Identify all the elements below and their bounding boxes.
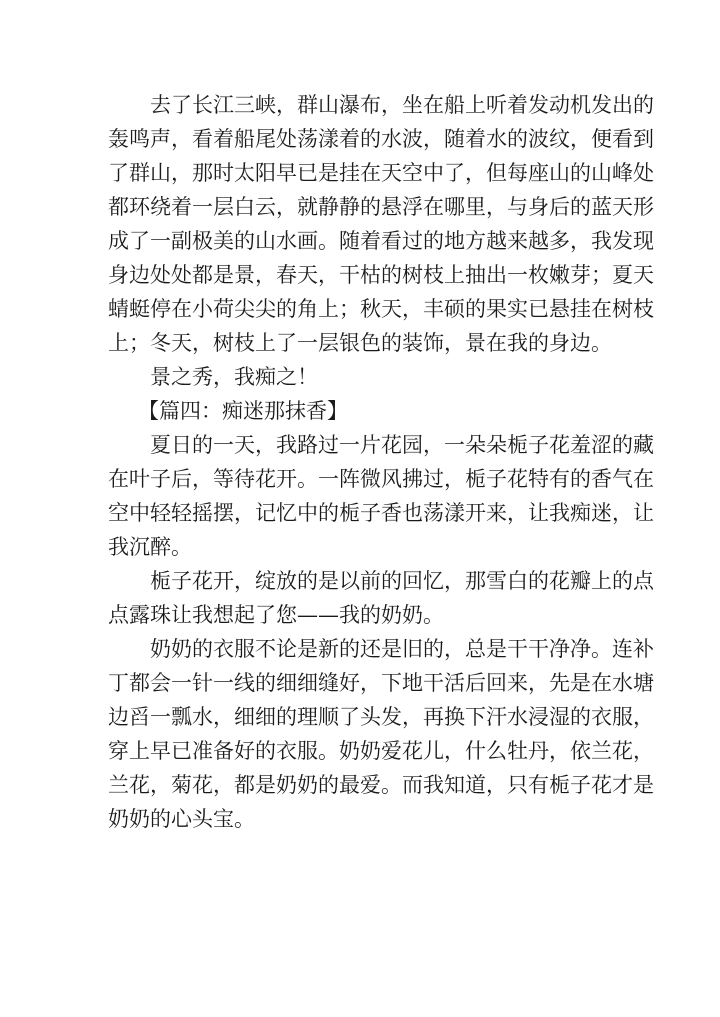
paragraph-3 xyxy=(108,428,654,564)
paragraph-1 xyxy=(108,88,654,360)
paragraph-line: 边舀一瓢水，细细的理顺了头发，再换下汗水浸湿的衣服， xyxy=(108,705,654,729)
paragraph-line: 上；冬天，树枝上了一层银色的装饰，景在我的身边。 xyxy=(108,331,612,355)
heading-text: 【篇四：痴迷那抹香】 xyxy=(138,399,348,423)
paragraph-line: 点露珠让我想起了您——我的奶奶。 xyxy=(108,603,444,627)
paragraph-line: 在叶子后，等待花开。一阵微风拂过，栀子花特有的香气在 xyxy=(108,467,654,491)
paragraph-line: 我沉醉。 xyxy=(108,535,192,559)
paragraph-line: 身边处处都是景，春天，干枯的树枝上抽出一枚嫩芽；夏天 xyxy=(108,263,654,287)
document-page xyxy=(108,88,654,836)
paragraph-line: 轰鸣声，看着船尾处荡漾着的水波，随着水的波纹，便看到 xyxy=(108,127,654,151)
section-heading xyxy=(108,394,613,428)
paragraph-line: 空中轻轻摇摆，记忆中的栀子香也荡漾开来，让我痴迷，让 xyxy=(108,501,654,525)
paragraph-line: 奶奶的心头宝。 xyxy=(108,807,255,831)
paragraph-5 xyxy=(108,632,654,836)
paragraph-line: 了群山，那时太阳早已是挂在天空中了，但每座山的山峰处 xyxy=(108,161,654,185)
paragraph-line: 去了长江三峡，群山瀑布，坐在船上听着发动机发出的 xyxy=(150,93,654,117)
paragraph-line: 奶奶的衣服不论是新的还是旧的，总是干干净净。连补 xyxy=(150,637,654,661)
paragraph-line: 景之秀，我痴之！ xyxy=(150,365,318,389)
paragraph-2 xyxy=(108,360,613,394)
paragraph-line: 蜻蜓停在小荷尖尖的角上；秋天，丰硕的果实已悬挂在树枝 xyxy=(108,297,654,321)
paragraph-line: 夏日的一天，我路过一片花园，一朵朵栀子花羞涩的藏 xyxy=(150,433,654,457)
paragraph-line: 成了一副极美的山水画。随着看过的地方越来越多，我发现 xyxy=(108,229,654,253)
paragraph-line: 兰花，菊花，都是奶奶的最爱。而我知道，只有栀子花才是 xyxy=(108,773,654,797)
paragraph-line: 都环绕着一层白云，就静静的悬浮在哪里，与身后的蓝天形 xyxy=(108,195,654,219)
paragraph-4 xyxy=(108,564,654,632)
paragraph-line: 穿上早已准备好的衣服。奶奶爱花儿，什么牡丹，依兰花， xyxy=(108,739,654,763)
paragraph-line: 栀子花开，绽放的是以前的回忆，那雪白的花瓣上的点 xyxy=(150,569,654,593)
paragraph-line: 丁都会一针一线的细细缝好，下地干活后回来，先是在水塘 xyxy=(108,671,654,695)
